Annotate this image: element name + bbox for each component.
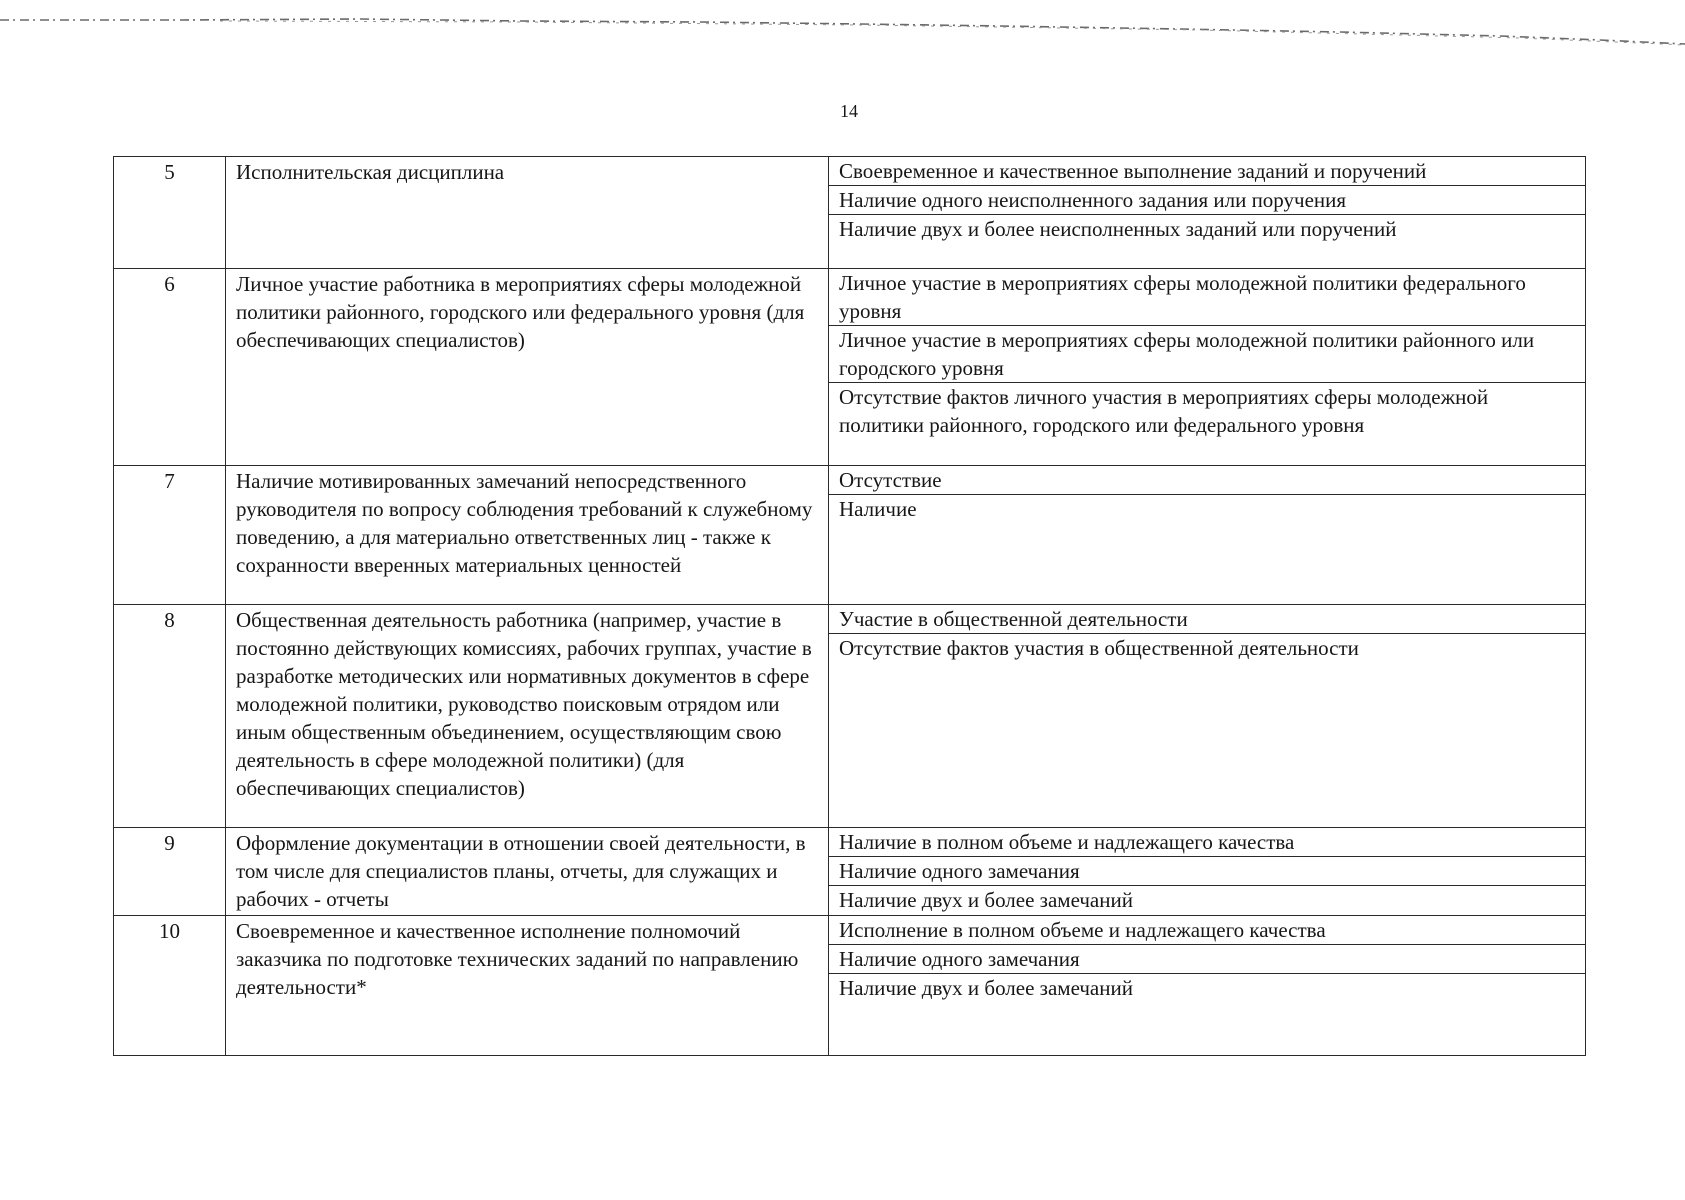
row-number: 8: [114, 605, 226, 828]
row-number: 6: [114, 269, 226, 466]
conditions-cell: [829, 157, 1586, 269]
condition-item: Своевременное и качественное выполнение заданий и поручений: [829, 157, 1585, 186]
table-row: [114, 157, 1586, 269]
table-row: [114, 605, 1586, 828]
condition-item: Отсутствие фактов личного участия в мероприятиях сферы молодежной политики районного, городского или федерального уровня: [839, 385, 1489, 437]
conditions-cell: [829, 916, 1586, 1056]
table-row: [114, 828, 1586, 916]
row-number: 10: [114, 916, 226, 1056]
condition-item: Участие в общественной деятельности: [829, 605, 1585, 634]
condition-item: Наличие одного неисполненного задания или поручения: [829, 186, 1585, 215]
condition-item: Исполнение в полном объеме и надлежащего качества: [829, 916, 1585, 945]
conditions-cell: [829, 828, 1586, 916]
criterion-text: Наличие мотивированных замечаний непосредственного руководителя по вопросу соблюдения требований к служебному поведению, а для материально ответственных лиц - также к сохранности вверенных материальных ценностей: [226, 466, 829, 605]
criterion-text: Личное участие работника в мероприятиях сферы молодежной политики районного, городского или федерального уровня (для обеспечивающих специалистов): [226, 269, 829, 466]
page-number: 14: [840, 101, 858, 121]
table-row: [114, 916, 1586, 1056]
condition-item: Наличие одного замечания: [829, 945, 1585, 974]
conditions-cell: [829, 269, 1586, 466]
scan-edge-artifact: [0, 14, 1685, 54]
criterion-text: Своевременное и качественное исполнение полномочий заказчика по подготовке технических заданий по направлению деятельности*: [226, 916, 829, 1056]
condition-item: Наличие одного замечания: [829, 857, 1585, 886]
condition-item: Наличие двух и более замечаний: [839, 888, 1133, 912]
condition-item: Наличие двух и более замечаний: [839, 976, 1133, 1000]
condition-item: Отсутствие фактов участия в общественной деятельности: [839, 636, 1359, 660]
condition-item: Наличие двух и более неисполненных заданий или поручений: [839, 217, 1397, 241]
table-row: [114, 466, 1586, 605]
criteria-table: [113, 156, 1586, 1056]
row-number: 5: [114, 157, 226, 269]
row-number: 7: [114, 466, 226, 605]
condition-item: Личное участие в мероприятиях сферы молодежной политики федерального уровня: [829, 269, 1585, 326]
conditions-cell: [829, 605, 1586, 828]
row-number: 9: [114, 828, 226, 916]
table-row: [114, 269, 1586, 466]
condition-item: Отсутствие: [829, 466, 1585, 495]
condition-item: Наличие: [839, 497, 917, 521]
condition-item: Наличие в полном объеме и надлежащего качества: [829, 828, 1585, 857]
criterion-text: Оформление документации в отношении своей деятельности, в том числе для специалистов планы, отчеты, для служащих и рабочих - отчеты: [226, 828, 829, 916]
conditions-cell: [829, 466, 1586, 605]
criterion-text: Общественная деятельность работника (например, участие в постоянно действующих комиссиях, рабочих группах, участие в разработке методических или нормативных документов в сфере молодежной политики, руководство поисковым отрядом или иным общественным объединением, осуществляющим свою деятельность в сфере молодежной политики) (для обеспечивающих специалистов): [226, 605, 829, 828]
criterion-text: Исполнительская дисциплина: [226, 157, 829, 269]
condition-item: Личное участие в мероприятиях сферы молодежной политики районного или городского уровня: [829, 326, 1585, 383]
